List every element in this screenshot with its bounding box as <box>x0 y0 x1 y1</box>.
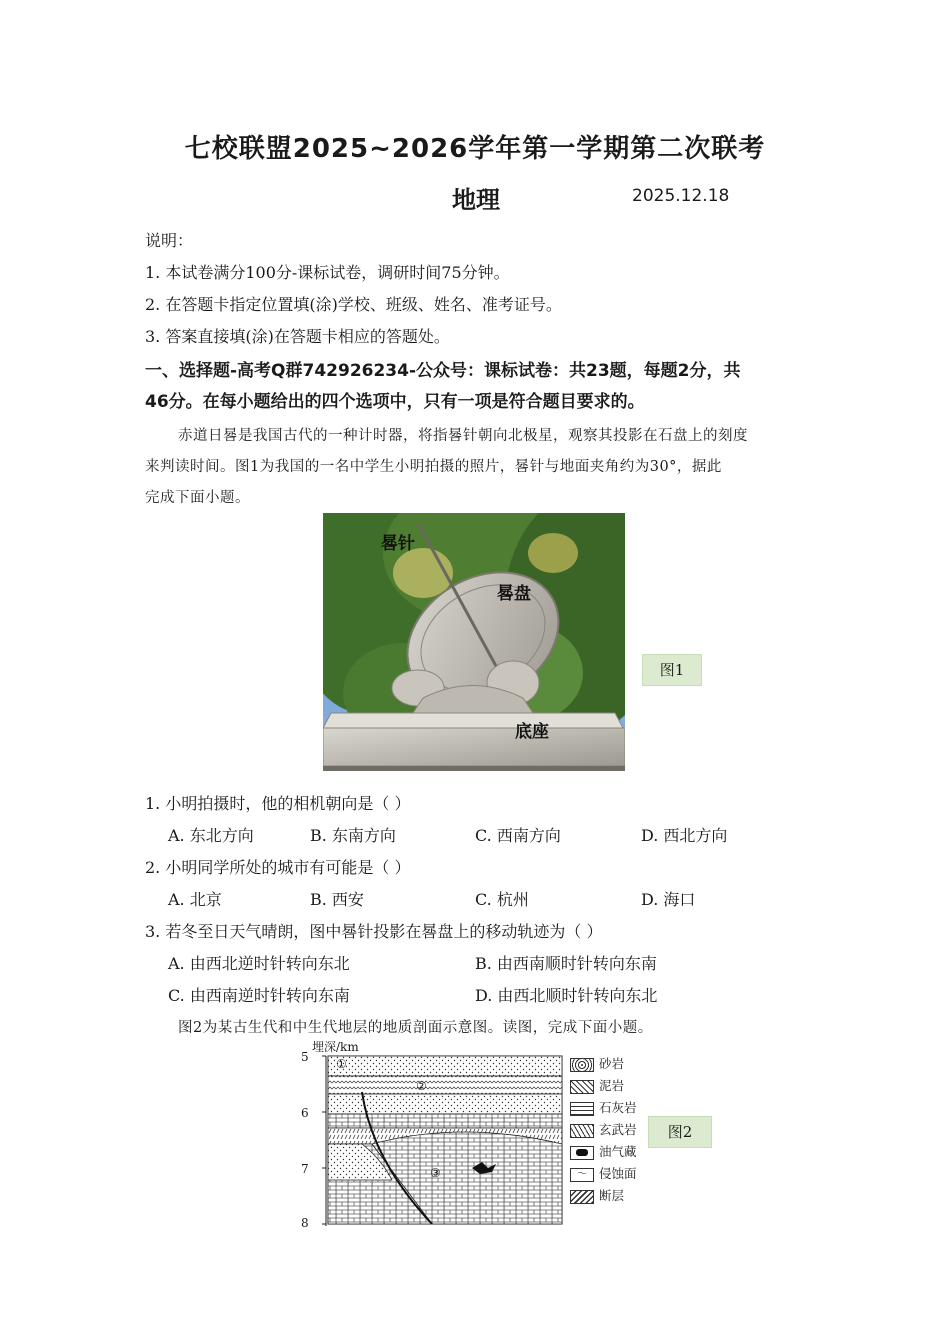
sandstone-icon <box>570 1058 594 1072</box>
question-1-stem: 1. 小明拍摄时，他的相机朝向是（ ） <box>145 794 411 813</box>
sundial-illustration <box>323 513 625 771</box>
legend-limestone: 石灰岩 <box>570 1100 637 1118</box>
instruction-item-2: 2. 在答题卡指定位置填(涂)学校、班级、姓名、准考证号。 <box>145 295 562 314</box>
q3-option-c: C. 由西南逆时针转向东南 <box>168 986 350 1005</box>
q3-option-a: A. 由西北逆时针转向东北 <box>168 954 350 973</box>
question-2-stem: 2. 小明同学所处的城市有可能是（ ） <box>145 858 411 877</box>
q1-option-b: B. 东南方向 <box>310 826 396 845</box>
q1-option-c: C. 西南方向 <box>475 826 561 845</box>
depth-tick-7: 7 <box>301 1162 309 1176</box>
oil-gas-icon <box>570 1146 594 1160</box>
basalt-icon <box>570 1124 594 1138</box>
label-dial: 晷盘 <box>497 584 531 604</box>
q2-option-c: C. 杭州 <box>475 890 529 909</box>
q3-option-b: B. 由西南顺时针转向东南 <box>475 954 657 973</box>
exam-date: 2025.12.18 <box>632 186 730 206</box>
mudstone-icon <box>570 1080 594 1094</box>
q2-option-d: D. 海口 <box>641 890 696 909</box>
limestone-icon <box>570 1102 594 1116</box>
legend-sandstone: 砂岩 <box>570 1056 624 1074</box>
passage1-line1: 赤道日晷是我国古代的一种计时器，将指晷针朝向北极星，观察其投影在石盘上的刻度 <box>178 428 748 444</box>
q1-option-a: A. 东北方向 <box>168 826 254 845</box>
legend-oil-gas: 油气藏 <box>570 1144 637 1162</box>
figure1-label: 图1 <box>642 654 702 686</box>
passage2-line1: 图2为某古生代和中生代地层的地质剖面示意图。读图，完成下面小题。 <box>178 1020 653 1036</box>
figure2-label: 图2 <box>648 1116 712 1148</box>
legend-basalt: 玄武岩 <box>570 1122 637 1140</box>
instructions-heading: 说明： <box>145 231 194 250</box>
legend-fault: 断层 <box>570 1188 624 1206</box>
depth-axis-title: 埋深/km <box>312 1040 359 1054</box>
geologic-section-svg <box>312 1050 572 1236</box>
label-gnomon: 晷针 <box>381 534 415 554</box>
q3-option-d: D. 由西北顺时针转向东北 <box>475 986 658 1005</box>
legend-erosion-surface: ～ 侵蚀面 <box>570 1166 637 1184</box>
layer-label-3: ③ <box>430 1166 441 1180</box>
subject-title: 地理 <box>452 186 500 214</box>
instruction-item-1: 1. 本试卷满分100分-课标试卷，调研时间75分钟。 <box>145 263 510 282</box>
layer-label-2: ② <box>416 1079 427 1093</box>
erosion-surface-icon: ～ <box>570 1168 594 1182</box>
section-heading-line2: 46分。在每小题给出的四个选项中，只有一项是符合题目要求的。 <box>145 392 645 412</box>
sundial-photo <box>323 513 625 771</box>
q2-option-a: A. 北京 <box>168 890 222 909</box>
passage1-line3: 完成下面小题。 <box>145 490 250 506</box>
section-heading-line1: 一、选择题-高考Q群742926234-公众号：课标试卷：共23题，每题2分，共 <box>145 361 741 381</box>
q1-option-d: D. 西北方向 <box>641 826 728 845</box>
passage1-line2: 来判读时间。图1为我国的一名中学生小明拍摄的照片，晷针与地面夹角约为30°，据此 <box>145 459 722 475</box>
q2-option-b: B. 西安 <box>310 890 364 909</box>
depth-tick-5: 5 <box>301 1050 309 1064</box>
instruction-item-3: 3. 答案直接填(涂)在答题卡相应的答题处。 <box>145 327 450 346</box>
label-base: 底座 <box>515 722 549 742</box>
fault-icon <box>570 1190 594 1204</box>
exam-title: 七校联盟2025~2026学年第一学期第二次联考 <box>184 134 766 164</box>
question-3-stem: 3. 若冬至日天气晴朗，图中晷针投影在晷盘上的移动轨迹为（ ） <box>145 922 603 941</box>
depth-tick-8: 8 <box>301 1216 309 1230</box>
legend-mudstone: 泥岩 <box>570 1078 624 1096</box>
depth-tick-6: 6 <box>301 1106 309 1120</box>
geologic-section <box>312 1050 572 1236</box>
layer-label-1: ① <box>336 1057 347 1071</box>
